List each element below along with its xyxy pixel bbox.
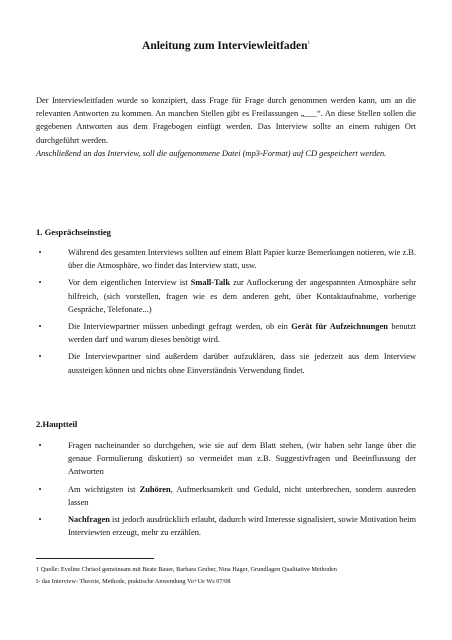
bullet-icon: • — [38, 352, 42, 362]
footnote — [36, 564, 422, 588]
list-item: • Vor dem eigentlichen Interview ist Small-Talk zur Auflockerung der angespannten Atmosphäre sehr hilfreich, (sich vorstellen, fragen wie es dem anderen geht, über Kontaktaufnahme, vorherige Gespräche, Telefonate...) — [36, 276, 416, 316]
title-footnote-marker: 1 — [307, 41, 310, 47]
section-list-hauptteil — [36, 439, 416, 543]
section-list-gespraechseinstieg — [36, 246, 416, 381]
bullet-icon: • — [38, 441, 42, 450]
footnote-divider — [36, 558, 154, 559]
bullet-icon: • — [38, 515, 42, 525]
bullet-icon: • — [38, 484, 42, 494]
intro-paragraph: Der Interviewleitfaden wurde so konzipiert, dass Frage für Frage durch genommen werden kann, um an die relevanten Antworten zu kommen. An manchen Stellen gibt es Freilassungen „___“. An diese Stellen sollen die gegebenen Antworten aus dem Fragebogen einfügt werden. Das Interview sollte an einem ruhigen Ort durchgeführt werden. — [36, 96, 416, 145]
list-item: • Fragen nacheinander so durchgehen, wie sie auf dem Blatt stehen, (wir haben sehr lange über die genaue Formulierung diskutiert) so vermeidet man z.B. Suggestivfragen und Beeinflussung der Antworten — [36, 439, 416, 479]
list-item: • Während des gesamten Interviews sollten auf einem Blatt Papier kurze Bemerkungen notieren, wie z.B. über die Atmosphäre, wo findet das Interview statt, usw. — [36, 246, 416, 272]
intro-block — [36, 94, 416, 160]
bullet-icon: • — [38, 278, 42, 288]
intro-italic-note: Anschließend an das Interview, soll die aufgenommene Datei (mp3-Format) auf CD gespeichert werden. — [36, 148, 387, 158]
list-item: • Nachfragen ist jedoch ausdrücklich erlaubt, dadurch wird Interesse signalisiert, sowie Motivation beim Interviewten erzeugt, mehr zu erzählen. — [36, 513, 416, 539]
title-text: Anleitung zum Interviewleitfaden — [142, 40, 308, 52]
list-item: • Die Interviewpartner sind außerdem darüber aufzuklären, dass sie jederzeit aus dem Interview aussteigen können und nichts ohne Einverständnis Verwendung findet. — [36, 350, 416, 376]
list-item: • Am wichtigsten ist Zuhören, Aufmerksamkeit und Geduld, nicht unterbrechen, sondern ausreden lassen — [36, 483, 416, 509]
list-item: • Die Interviewpartner müssen unbedingt gefragt werden, ob ein Gerät für Aufzeichnungen benutzt werden darf und warum dieses benötigt wird. — [36, 320, 416, 346]
bullet-icon: • — [38, 248, 42, 257]
section-heading-gespraechseinstieg: 1. Gesprächseinstieg — [36, 227, 111, 237]
bullet-icon: • — [38, 322, 42, 332]
section-heading-hauptteil: 2.Hauptteil — [36, 419, 78, 429]
page-title — [0, 40, 452, 52]
footnote-line-1: 1 Quelle: Eveline Chrisof gemeinsam mit Beate Bauer, Barbara Gruber, Nina Hager, Grundlagen Qualitative Methoden — [36, 566, 337, 573]
footnote-line-2: I- das Interview- Theorie, Methode, praktische Anwendung Vo+Ue Ws 07/08 — [36, 578, 231, 585]
